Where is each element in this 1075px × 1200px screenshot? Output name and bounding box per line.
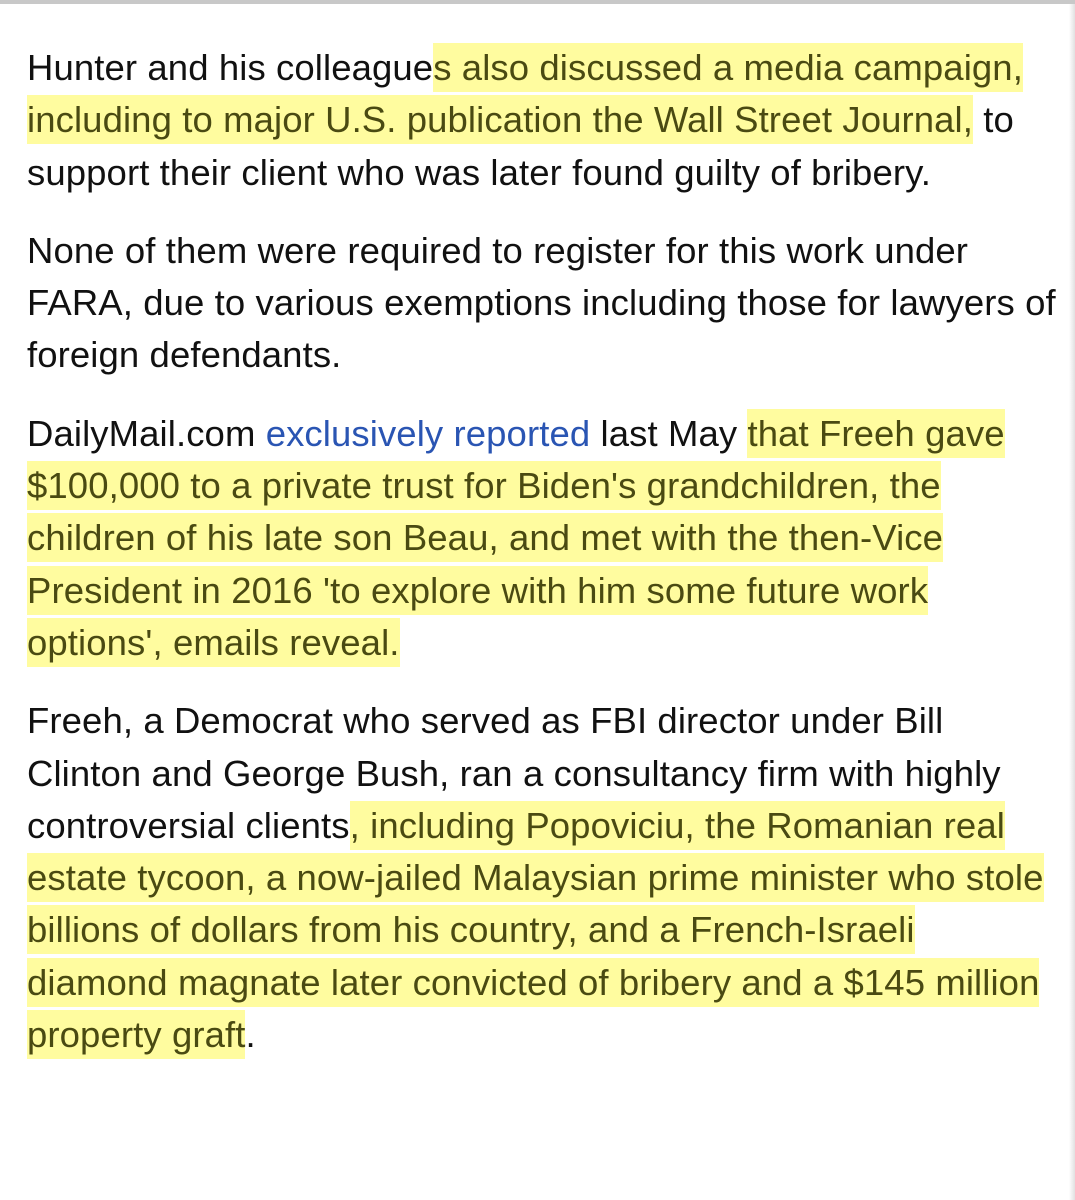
article-body: [27, 42, 1057, 1087]
highlighted-text: that Freeh gave $100,000 to a private trust for Biden's grandchildren, the children of his late son Beau, and met with the then-Vice President in 2016 'to explore with him some future work options', emails reveal.: [27, 409, 1005, 667]
right-edge-shadow: [1069, 0, 1075, 1200]
text-segment: Freeh, a Democrat who served as FBI director under Bill Clinton and George Bush, ran a consultancy firm with highly controversial clients: [27, 700, 1001, 846]
text-segment: DailyMail.com: [27, 412, 266, 454]
article-paragraph-2: [27, 225, 1057, 382]
top-divider: [0, 0, 1075, 4]
text-segment: to support their client who was later found guilty of bribery.: [27, 99, 1014, 193]
exclusively-reported-link[interactable]: exclusively reported: [265, 412, 591, 454]
highlighted-text: s also discussed a media campaign, including to major U.S. publication the Wall Street Journal,: [27, 43, 1023, 144]
text-segment: None of them were required to register for this work under FARA, due to various exemptions including those for lawyers of foreign defendants.: [27, 229, 1056, 376]
article-paragraph-1: [27, 42, 1057, 199]
text-segment: .: [245, 1014, 256, 1056]
text-segment: Hunter and his colleague: [27, 47, 434, 88]
text-segment: last May: [590, 412, 748, 454]
article-paragraph-4: [27, 695, 1057, 1061]
article-paragraph-3: [27, 408, 1057, 669]
highlighted-text: , including Popoviciu, the Romanian real estate tycoon, a now-jailed Malaysian prime minister who stole billions of dollars from his country, and a French-Israeli diamond magnate later convicted of bribery and a $145 million property graft: [27, 801, 1044, 1059]
